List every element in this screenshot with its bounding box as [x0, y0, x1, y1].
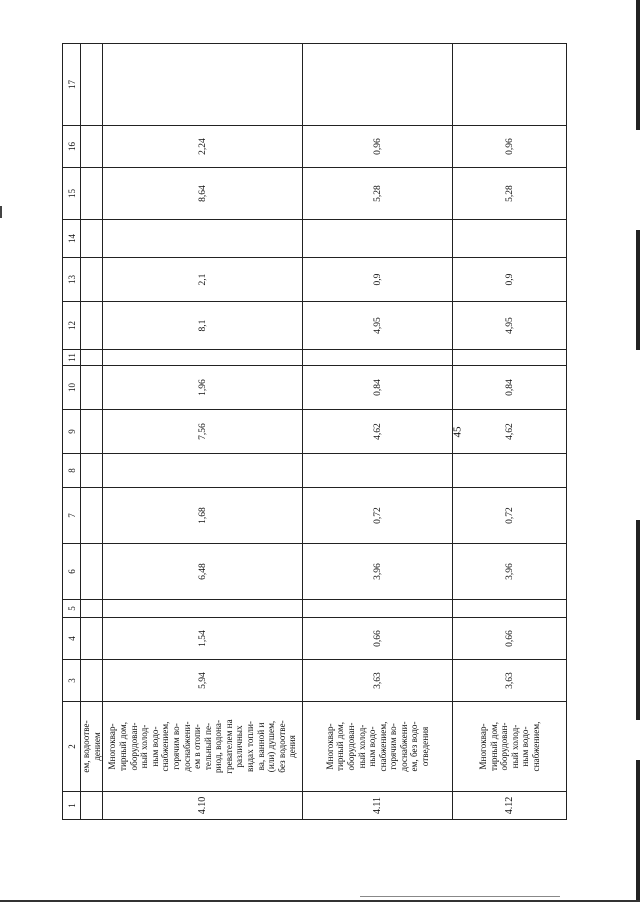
- table-cell: 0,84: [453, 366, 567, 410]
- table-cell: [453, 350, 567, 366]
- table-cell: [303, 454, 453, 488]
- scan-bottom-rule: [360, 896, 560, 897]
- scan-edge-mark: [636, 230, 640, 350]
- table-cell: 4,95: [453, 302, 567, 350]
- column-number: 5: [63, 600, 81, 618]
- column-number: 14: [63, 220, 81, 258]
- row-description: Многоквар- тирный дом, оборудован- ный холод- ным водо- снабжением, горячим во- доснабжени- ем в отопи- тельный пе- риод, водона- гревателем на различных видах топли- ва, ванной и (или) душем, без водоотве- дения: [103, 702, 303, 792]
- table-row: [103, 44, 303, 820]
- tariff-table: [62, 43, 567, 820]
- table-cell: [303, 600, 453, 618]
- row-number: 4.12: [453, 792, 567, 820]
- table-cell: 0,96: [453, 126, 567, 168]
- table-cell: 0,84: [303, 366, 453, 410]
- rotated-table-frame: [62, 44, 552, 820]
- table-cell: 2,24: [103, 126, 303, 168]
- column-number: 16: [63, 126, 81, 168]
- scan-edge-mark: [636, 520, 640, 720]
- table-cell: 0,9: [303, 258, 453, 302]
- table-cell: 3,96: [303, 544, 453, 600]
- column-number: 17: [63, 44, 81, 126]
- table-cell: 0,9: [453, 258, 567, 302]
- column-number-row: [63, 44, 81, 820]
- table-cell: 0,72: [303, 488, 453, 544]
- row-number: 4.11: [303, 792, 453, 820]
- table-cell: 2,1: [103, 258, 303, 302]
- continuation-row: [81, 44, 103, 820]
- continuation-text: ем, водоотве- дением: [81, 702, 103, 792]
- table-cell: [453, 44, 567, 126]
- scan-edge-mark: [636, 0, 640, 130]
- column-number: 4: [63, 618, 81, 660]
- table-cell: 0,66: [303, 618, 453, 660]
- table-cell: [453, 600, 567, 618]
- table-cell: [103, 44, 303, 126]
- column-number: 12: [63, 302, 81, 350]
- table-cell: [103, 350, 303, 366]
- table-cell: [103, 600, 303, 618]
- column-number: 15: [63, 168, 81, 220]
- table-cell: 4,95: [303, 302, 453, 350]
- table-cell: 6,48: [103, 544, 303, 600]
- table-cell: 1,96: [103, 366, 303, 410]
- scan-edge-mark: [636, 760, 640, 900]
- table-row: [303, 44, 453, 820]
- table-cell: 1,54: [103, 618, 303, 660]
- table-cell: 3,63: [303, 660, 453, 702]
- column-number: 10: [63, 366, 81, 410]
- table-cell: 8,1: [103, 302, 303, 350]
- column-number: 3: [63, 660, 81, 702]
- table-cell: 3,63: [453, 660, 567, 702]
- table-cell: 5,28: [453, 168, 567, 220]
- table-cell: 5,28: [303, 168, 453, 220]
- row-description: Многоквар- тирный дом, оборудован- ный холод- ным водо- снабжением, горячим во- доснабжени- ем, без водо- отведения: [303, 702, 453, 792]
- table-cell: 0,96: [303, 126, 453, 168]
- table-cell: 8,64: [103, 168, 303, 220]
- rotated-table: [62, 44, 552, 820]
- table-cell: [303, 220, 453, 258]
- column-number: 13: [63, 258, 81, 302]
- column-number: 7: [63, 488, 81, 544]
- table-cell: 0,66: [453, 618, 567, 660]
- row-number: 4.10: [103, 792, 303, 820]
- table-cell: 7,56: [103, 410, 303, 454]
- table-cell: 3,96: [453, 544, 567, 600]
- page-number: 45: [451, 426, 464, 438]
- table-cell: 1,68: [103, 488, 303, 544]
- table-cell: [303, 350, 453, 366]
- column-number: 11: [63, 350, 81, 366]
- table-cell: [103, 220, 303, 258]
- table-cell: [103, 454, 303, 488]
- table-cell: 4,62: [303, 410, 453, 454]
- column-number: 6: [63, 544, 81, 600]
- table-cell: [453, 220, 567, 258]
- table-cell: 0,72: [453, 488, 567, 544]
- table-row: [453, 44, 567, 820]
- column-number: 2: [63, 702, 81, 792]
- column-number: 9: [63, 410, 81, 454]
- scan-bottom-rule: [0, 900, 640, 902]
- table-cell: 4,62: [453, 410, 567, 454]
- row-description: Многоквар- тирный дом, оборудован- ный холод- ным водо- снабжением,: [453, 702, 567, 792]
- column-number: 8: [63, 454, 81, 488]
- scan-mark: [0, 206, 2, 218]
- table-cell: 5,94: [103, 660, 303, 702]
- column-number: 1: [63, 792, 81, 820]
- table-cell: [453, 454, 567, 488]
- table-cell: [303, 44, 453, 126]
